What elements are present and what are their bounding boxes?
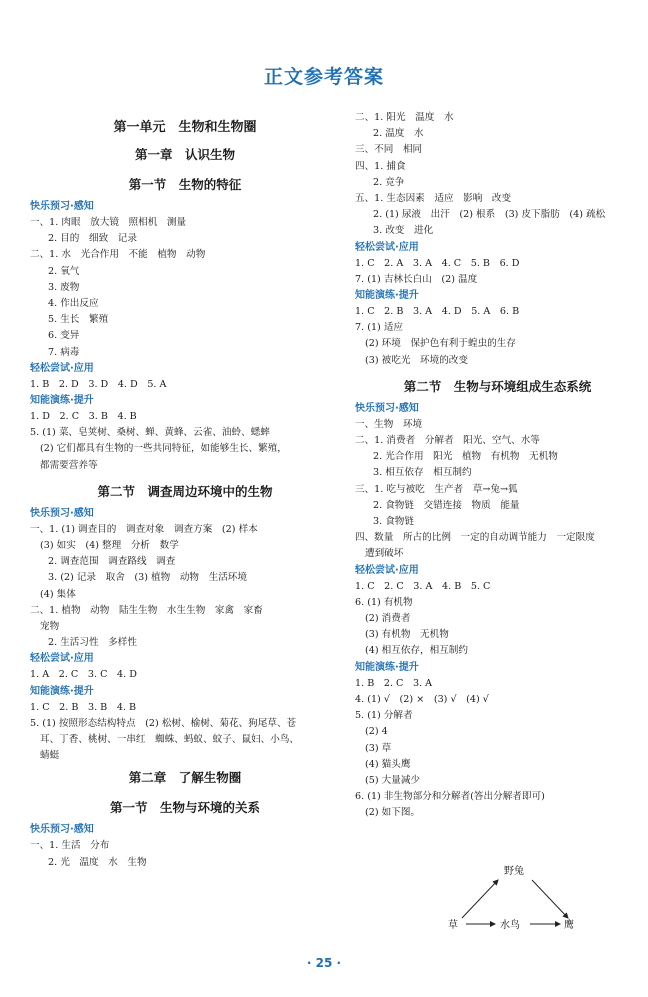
node-rabbit: 野兔 (504, 866, 524, 877)
section-tag: 快乐预习·感知 (30, 507, 94, 519)
answer-line: 宠物 (40, 621, 60, 633)
section-tag: 轻松尝试·应用 (30, 653, 94, 665)
answer-line: 2. 目的 细致 记录 (48, 233, 137, 245)
answer-line: (2) 环境 保护色有利于蝗虫的生存 (365, 338, 516, 350)
answer-line: 2. 光合作用 阳光 植物 有机物 无机物 (373, 451, 558, 463)
left-column (30, 110, 340, 871)
answer-line: 二、1. 水 光合作用 不能 植物 动物 (30, 249, 206, 261)
answer-line: 1. B 2. D 3. D 4. D 5. A (30, 378, 167, 390)
answer-line: (2) 它们都具有生物的一些共同特征，如能够生长、繁殖， (40, 443, 287, 455)
section-heading: 第二节 调查周边环境中的生物 (97, 483, 273, 499)
answer-line: 二、1. 植物 动物 陆生生物 水生生物 家禽 家畜 (30, 604, 263, 616)
answer-line: 1. C 2. A 3. A 4. C 5. B 6. D (355, 257, 520, 269)
answer-line: 3. 废物 (48, 281, 80, 293)
answer-line: 5. (1) 菜、皂荚树、桑树、蝉、黄蜂、云雀、油蛉、蟋蟀 (30, 427, 270, 439)
answer-line: 一、1. 生活 分布 (30, 840, 110, 852)
unit-heading: 第一单元 生物和生物圈 (113, 120, 257, 135)
answer-line: 6. (1) 有机物 (355, 596, 413, 608)
right-column (355, 110, 640, 822)
answer-line: 三、1. 吃与被吃 生产者 草→兔→狐 (355, 483, 518, 495)
section-heading: 第二节 生物与环境组成生态系统 (403, 378, 592, 394)
answer-line: 2. 氧气 (48, 265, 80, 277)
answer-line: 6. (1) 非生物部分和分解者(答出分解者即可) (355, 791, 545, 803)
answer-line: 2. 调查范围 调查路线 调查 (48, 556, 176, 568)
answer-line: 4. 作出反应 (48, 298, 99, 310)
food-web-diagram (440, 858, 590, 948)
answer-line: 二、1. 消费者 分解者 阳光、空气、水等 (355, 435, 540, 447)
answer-line: (4) 猫头鹰 (365, 758, 411, 770)
section-tag: 轻松尝试·应用 (355, 241, 419, 253)
section-tag: 知能演练·提升 (355, 661, 419, 673)
answer-line: (2) 4 (365, 726, 388, 738)
node-bird: 水鸟 (500, 920, 520, 931)
section-tag: 快乐预习·感知 (355, 402, 419, 414)
answer-line: 3. 食物链 (373, 516, 414, 528)
answer-line: 四、数量 所占的比例 一定的自动调节能力 一定限度 (355, 532, 595, 544)
section-tag: 知能演练·提升 (30, 685, 94, 697)
answer-line: 5. (1) 按照形态结构特点 (2) 松树、榆树、菊花、狗尾草、苍 (30, 717, 297, 729)
answer-line: 耳、丁香、桃树、一串红 蜘蛛、蚂蚁、蚊子、鼠妇、小鸟、 (40, 734, 300, 746)
answer-line: 一、1. (1) 调查目的 调查对象 调查方案 (2) 样本 (30, 523, 258, 535)
answer-line: (5) 大量减少 (365, 774, 421, 786)
answer-line: 3. (2) 记录 取舍 (3) 植物 动物 生活环境 (48, 572, 247, 584)
section-tag: 轻松尝试·应用 (30, 362, 94, 374)
answer-line: 1. C 2. C 3. A 4. B 5. C (355, 580, 491, 592)
answer-line: 1. A 2. C 3. C 4. D (30, 669, 137, 681)
arrow-rabbit-hawk (532, 880, 568, 918)
section-heading: 第一节 生物的特征 (128, 177, 242, 192)
answer-line: 1. C 2. B 3. A 4. D 5. A 6. B (355, 306, 520, 318)
answer-line: 7. 病毒 (48, 346, 80, 358)
answer-line: (3) 有机物 无机物 (365, 629, 449, 641)
section-heading: 第一节 生物与环境的关系 (109, 800, 260, 816)
answer-line: 1. D 2. C 3. B 4. B (30, 411, 137, 423)
answer-line: 4. (1) √ (2) × (3) √ (4) √ (355, 693, 489, 705)
answer-line: 7. (1) 适应 (355, 322, 404, 334)
answer-line: 2. 光 温度 水 生物 (48, 856, 147, 868)
answer-line: 三、不同 相同 (355, 144, 423, 156)
answer-line: (3) 被吃光 环境的改变 (365, 354, 468, 366)
answer-line: (4) 集体 (40, 588, 76, 600)
answer-line: 6. 变异 (48, 330, 80, 342)
answer-line: 蜻蜓 (40, 750, 60, 762)
section-tag: 轻松尝试·应用 (355, 564, 419, 576)
answer-line: 3. 改变 进化 (373, 225, 434, 237)
page-title: 正文参考答案 (263, 66, 384, 88)
answer-line: 遭到破坏 (365, 548, 404, 560)
answer-line: 一、1. 肉眼 放大镜 照相机 测量 (30, 217, 187, 228)
page-number: · 25 · (306, 956, 342, 970)
answer-line: 5. 生长 繁殖 (48, 314, 109, 326)
answer-line: 3. 相互依存 相互制约 (373, 467, 472, 479)
node-grass: 草 (448, 920, 458, 931)
section-tag: 快乐预习·感知 (30, 201, 94, 212)
chapter-heading: 第一章 认识生物 (134, 147, 235, 162)
answer-line: 7. (1) 吉林长白山 (2) 温度 (355, 273, 478, 285)
answer-line: (3) 草 (365, 742, 392, 754)
answer-line: (2) 消费者 (365, 613, 411, 625)
chapter-heading: 第二章 了解生物圈 (128, 770, 242, 786)
answer-line: 1. B 2. C 3. A (355, 677, 433, 689)
answer-line: 2. 食物链 交错连接 物质 能量 (373, 499, 520, 511)
answer-line: 1. C 2. B 3. B 4. B (30, 701, 137, 713)
arrow-grass-rabbit (462, 880, 498, 918)
answer-line: (4) 相互依存，相互制约 (365, 645, 468, 657)
answer-line: 都需要营养等 (40, 459, 98, 471)
answer-line: 5. (1) 分解者 (355, 710, 413, 722)
section-tag: 快乐预习·感知 (30, 824, 94, 836)
answer-line: 二、1. 阳光 温度 水 (355, 112, 454, 123)
answer-line: 四、1. 捕食 (355, 160, 406, 172)
answer-line: (2) 如下图。 (365, 807, 421, 819)
answer-line: 2. 竞争 (373, 176, 405, 188)
answer-line: 2. (1) 尿液 出汗 (2) 根系 (3) 皮下脂肪 (4) 疏松 (373, 209, 606, 221)
node-hawk: 鹰 (564, 920, 574, 931)
section-tag: 知能演练·提升 (30, 395, 94, 407)
answer-line: 五、1. 生态因素 适应 影响 改变 (355, 193, 512, 205)
answer-line: 一、生物 环境 (355, 418, 423, 430)
answer-line: (3) 如实 (4) 整理 分析 数学 (40, 540, 179, 552)
answer-line: 2. 温度 水 (373, 128, 424, 140)
answer-line: 2. 生活习性 多样性 (48, 637, 137, 649)
section-tag: 知能演练·提升 (355, 290, 419, 302)
